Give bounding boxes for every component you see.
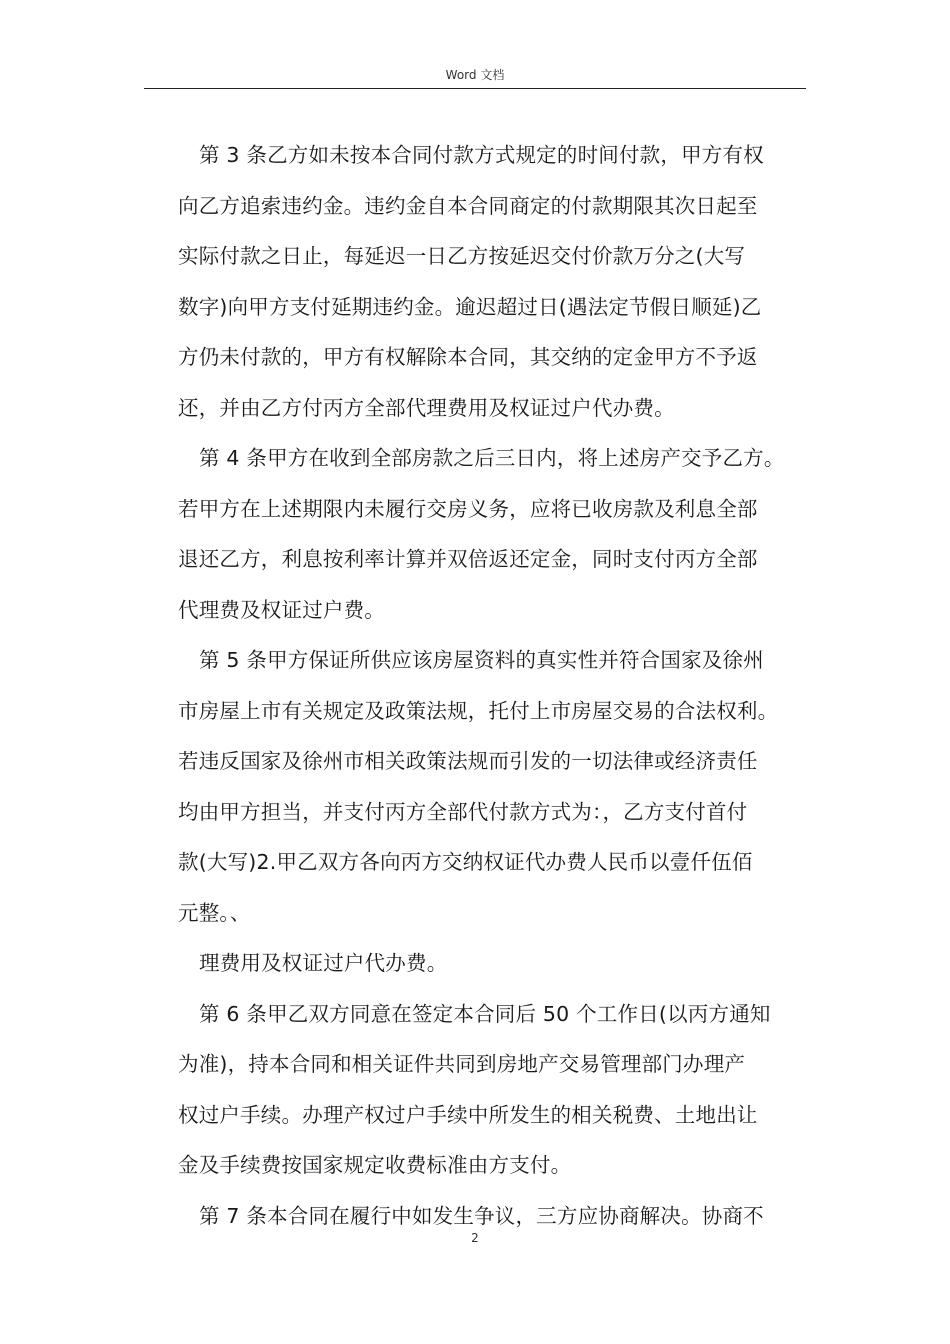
- text-line: 第 7 条本合同在履行中如发生争议，三方应协商解决。协商不: [199, 1203, 764, 1228]
- page-header-title: Word 文档: [445, 68, 505, 82]
- text-line: 权过户手续。办理产权过户手续中所发生的相关税费、土地出让: [178, 1102, 758, 1127]
- text-line: 退还乙方，利息按利率计算并双倍返还定金，同时支付丙方全部: [178, 547, 758, 571]
- text-line: 数字)向甲方支付延期违约金。逾迟超过日(遇法定节假日顺延)乙: [178, 294, 762, 319]
- document-body: [178, 130, 818, 1241]
- text-line: 还，并由乙方付丙方全部代理费用及权证过户代办费。: [178, 395, 675, 420]
- text-line: 第 5 条甲方保证所供应该房屋资料的真实性并符合国家及徐州: [199, 648, 764, 672]
- text-line: 代理费及权证过户费。: [178, 597, 385, 622]
- text-line: 第 4 条甲方在收到全部房款之后三日内，将上述房产交予乙方。: [199, 446, 785, 470]
- text-line: 第 3 条乙方如未按本合同付款方式规定的时间付款，甲方有权: [199, 143, 764, 167]
- text-line: 第 6 条甲乙双方同意在签定本合同后 50 个工作日(以丙方通知: [199, 1001, 771, 1026]
- text-line: 均由甲方担当，并支付丙方全部代付款方式为：，乙方支付首付: [178, 799, 748, 824]
- text-line: 方仍未付款的，甲方有权解除本合同，其交纳的定金甲方不予返: [178, 345, 758, 369]
- text-line: 为准)，持本合同和相关证件共同到房地产交易管理部门办理产: [178, 1052, 746, 1076]
- text-line: 理费用及权证过户代办费。: [199, 951, 448, 975]
- text-line: 款(大写)2.甲乙双方各向丙方交纳权证代办费人民币以壹仟伍佰: [178, 850, 753, 874]
- text-line: 若甲方在上述期限内未履行交房义务，应将已收房款及利息全部: [178, 496, 758, 521]
- text-line: 实际付款之日止，每延迟一日乙方按延迟交付价款万分之(大写: [178, 244, 746, 268]
- header-divider: [144, 88, 806, 89]
- text-line: 市房屋上市有关规定及政策法规，托付上市房屋交易的合法权利。: [178, 698, 779, 723]
- page-number: 2: [471, 1231, 479, 1245]
- text-line: 若违反国家及徐州市相关政策法规而引发的一切法律或经济责任: [178, 749, 758, 773]
- text-line: 金及手续费按国家规定收费标准由方支付。: [178, 1153, 572, 1177]
- text-line: 元整。、: [178, 900, 251, 925]
- text-line: 向乙方追索违约金。违约金自本合同商定的付款期限其次日起至: [178, 193, 758, 218]
